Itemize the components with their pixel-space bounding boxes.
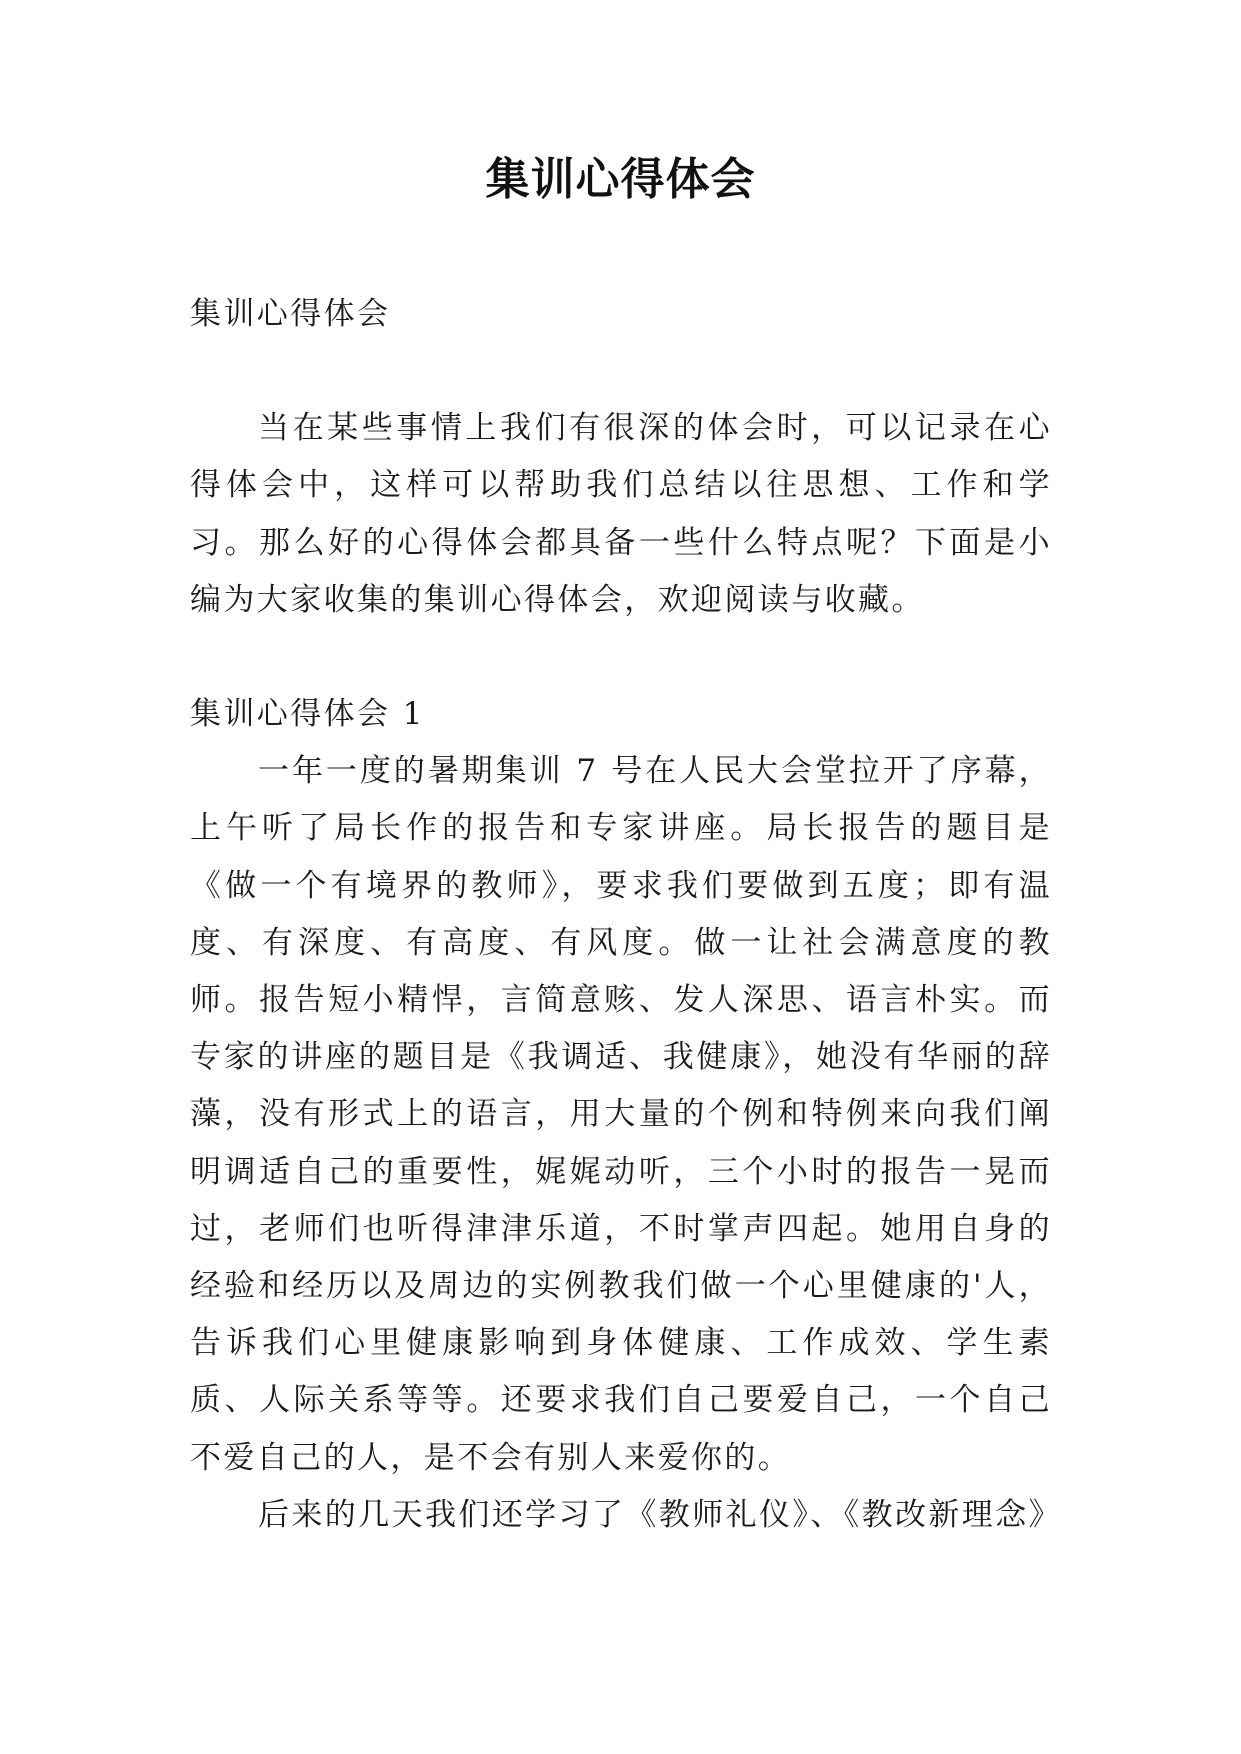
document-title: 集训心得体会 (485, 154, 756, 205)
document-body (190, 286, 1062, 1544)
intro-paragraph: 当在某些事情上我们有很深的体会时，可以记录在心得体会中，这样可以帮助我们总结以往思想、工作和学习。那么好的心得体会都具备一些什么特点呢？下面是小编为大家收集的集训心得体会，欢迎阅读与收藏。 (190, 410, 1052, 618)
body-paragraph-2: 后来的几天我们还学习了《教师礼仪》、《教改新理念》 (258, 1496, 1062, 1533)
section-heading: 集训心得体会 1 (190, 696, 425, 733)
document-subtitle: 集训心得体会 (190, 296, 391, 332)
body-paragraph-1: 一年一度的暑期集训 7 号在人民大会堂拉开了序幕，上午听了局长作的报告和专家讲座。局长报告的题目是《做一个有境界的教师》，要求我们要做到五度；即有温度、有深度、有高度、有风度。做一让社会满意度的教师。报告短小精悍，言简意赅、发人深思、语言朴实。而专家的讲座的题目是《我调适、我健康》，她没有华丽的辞藻，没有形式上的语言，用大量的个例和特例来向我们阐明调适自己的重要性，娓娓动听，三个小时的报告一晃而过，老师们也听得津津乐道，不时掌声四起。她用自身的经验和经历以及周边的实例教我们做一个心里健康的'人，告诉我们心里健康影响到身体健康、工作成效、学生素质、人际关系等等。还要求我们自己要爱自己，一个自己不爱自己的人，是不会有别人来爱你的。 (190, 753, 1052, 1476)
